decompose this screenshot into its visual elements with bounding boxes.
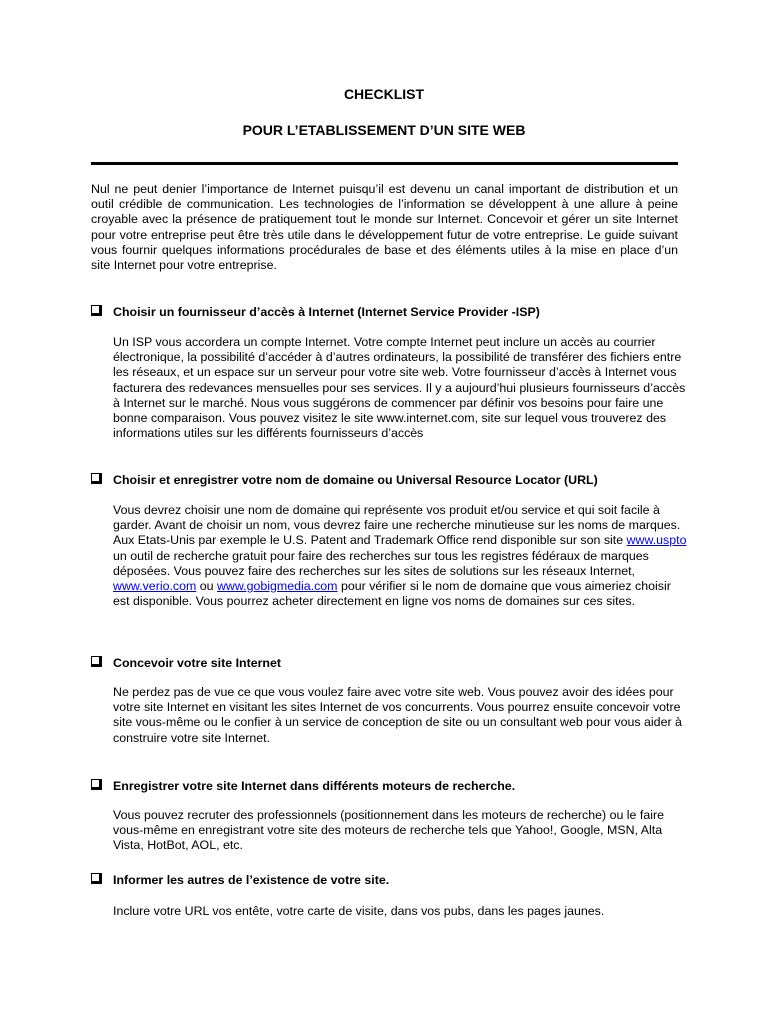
document-title: CHECKLIST bbox=[343, 86, 425, 102]
section-body-search-engines: Vous pouvez recruter des professionnels (positionnement dans les moteurs de recherche) ou le faire vous-même en enregistrant votre site des moteurs de recherche tels que Yahoo!, Google, MSN, Alta Vista, HotBot, AOL, etc. bbox=[113, 808, 664, 853]
section-heading-text: Concevoir votre site Internet bbox=[113, 656, 282, 670]
body-text: un outil de recherche gratuit pour faire des recherches sur tous les registres fédéraux de marques déposées. Vous pouvez faire des recherches sur les sites de solutions sur les réseaux Internet, bbox=[113, 548, 649, 578]
title-divider bbox=[91, 162, 678, 165]
section-heading-domain bbox=[91, 472, 691, 488]
section-heading-text: Choisir et enregistrer votre nom de domaine ou Universal Resource Locator (URL) bbox=[113, 473, 598, 487]
checkbox-icon bbox=[91, 873, 102, 884]
intro-paragraph: Nul ne peut denier l’importance de Internet puisqu’il est devenu un canal important de distribution et un outil crédible de communication. Les technologies de l’information se développent à une allure à peine croyable avec la présence de pratiquement tout le monde sur Internet. Concevoir et gérer un site Internet pour votre entreprise peut être très utile dans le développement futur de votre entreprise. Le guide suivant vous fournir quelques informations procédurales de base et des éléments utiles à la mise en place d’un site Internet pour votre entreprise. bbox=[91, 182, 678, 273]
checkbox-icon bbox=[91, 779, 102, 790]
body-text: pour vérifier si le nom de domaine que vous aimeriez choisir est disponible. Vous pourrez acheter directement en ligne vos noms de domaines sur ces sites. bbox=[113, 579, 671, 609]
checkbox-icon bbox=[91, 305, 102, 316]
section-body-inform: Inclure votre URL vos entête, votre carte de visite, dans vos pubs, dans les pages jaunes. bbox=[113, 904, 605, 918]
section-heading-inform bbox=[91, 872, 691, 888]
section-body-domain bbox=[113, 503, 688, 609]
document-subtitle: POUR L’ETABLISSEMENT D’UN SITE WEB bbox=[242, 122, 526, 138]
section-heading-isp bbox=[91, 304, 691, 320]
section-heading-design bbox=[91, 655, 691, 671]
section-heading-text: Enregistrer votre site Internet dans différents moteurs de recherche. bbox=[113, 779, 516, 793]
link-uspto[interactable]: www.uspto bbox=[626, 533, 687, 548]
body-text: Vous devrez choisir une nom de domaine qui représente vos produit et/ou service et qui soit facile à garder. Avant de choisir un nom, vous devrez faire une recherche minutieuse sur les noms de marques. Aux Etats-Unis par exemple le U.S. Patent and Trademark Office rend disponible sur son site bbox=[113, 503, 681, 548]
section-heading-text: Choisir un fournisseur d’accès à Internet (Internet Service Provider -ISP) bbox=[113, 305, 540, 319]
body-text: ou bbox=[196, 579, 217, 594]
checkbox-icon bbox=[91, 473, 102, 484]
section-heading-search-engines bbox=[91, 778, 691, 794]
section-heading-text: Informer les autres de l’existence de votre site. bbox=[113, 873, 390, 887]
link-gobigmedia[interactable]: www.gobigmedia.com bbox=[216, 579, 338, 594]
checkbox-icon bbox=[91, 656, 102, 667]
section-body-design: Ne perdez pas de vue ce que vous voulez faire avec votre site web. Vous pouvez avoir des idées pour votre site Internet en visitant les sites Internet de vos concurrents. Vous pourrez ensuite concevoir votre site vous-même ou le confier à un service de conception de site ou un consultant web pour vous aider à construire votre site Internet. bbox=[113, 685, 682, 745]
section-body-isp: Un ISP vous accordera un compte Internet. Votre compte Internet peut inclure un accès au courrier électronique, la possibilité d’accéder à d’autres ordinateurs, la possibilité de transférer des fichiers entre les réseaux, et un espace sur un serveur pour votre site web. Votre fournisseur d’accès à Internet vous facturera des redevances mensuelles pour ses services. Il y a aujourd’hui plusieurs fournisseurs d’accès à Internet sur le marché. Nous vous suggérons de commencer par définir vos besoins pour faire une bonne comparaison. Vous pouvez visitez le site www.internet.com, site sur lequel vous trouverez des informations utiles sur les différents fournisseurs d’accès bbox=[113, 335, 686, 441]
link-verio[interactable]: www.verio.com bbox=[113, 579, 197, 594]
